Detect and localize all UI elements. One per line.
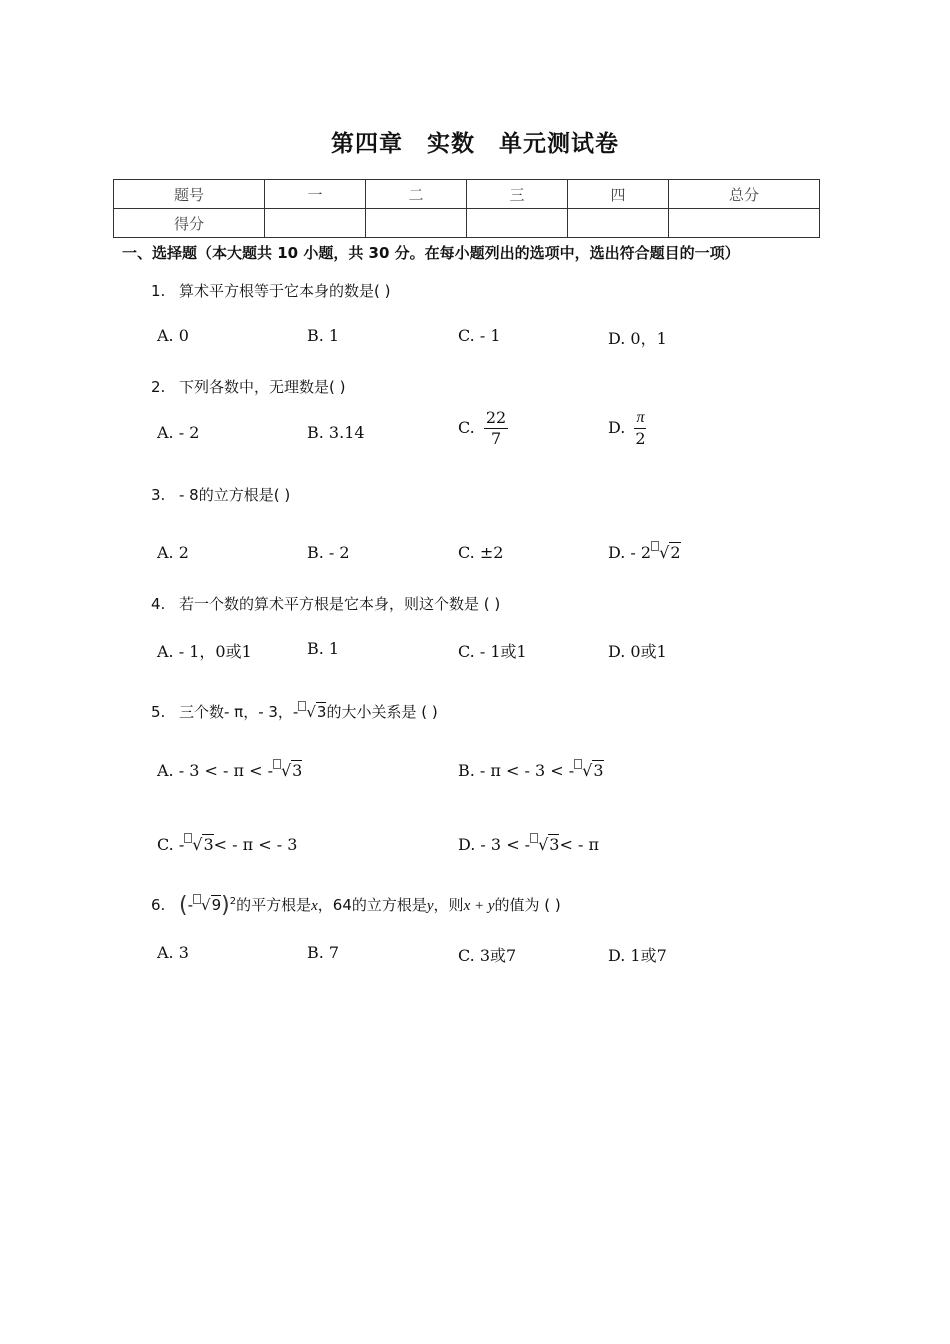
option-b: B. - 2 bbox=[307, 543, 350, 562]
option-c: C. - 1 bbox=[458, 326, 501, 345]
score-input-cell[interactable] bbox=[568, 209, 669, 238]
cube-root: √3 bbox=[530, 835, 559, 854]
option-d: D. $\frac{\pi}{2}$ bbox=[608, 409, 646, 448]
cube-root: √3 bbox=[184, 835, 213, 854]
cube-root: √3 bbox=[574, 761, 603, 780]
option-d: D. - 2 √2 bbox=[608, 543, 681, 562]
question-3: 3. - 8的立方根是( ) bbox=[151, 486, 291, 504]
question-2: 2. 下列各数中，无理数是( ) bbox=[151, 378, 346, 396]
option-d: D. 1或7 bbox=[608, 946, 667, 965]
fraction: $\frac{22}{7}$ bbox=[485, 408, 507, 448]
option-a: A. - 3 < - π < - √3 bbox=[157, 761, 303, 780]
option-b: B. - π < - 3 < - √3 bbox=[458, 761, 604, 780]
score-input-cell[interactable] bbox=[265, 209, 366, 238]
score-input-cell[interactable] bbox=[467, 209, 568, 238]
table-row bbox=[114, 180, 820, 209]
section-heading: 一、选择题（本大题共 10 小题，共 30 分。在每小题列出的选项中，选出符合题目的一项） bbox=[122, 244, 740, 262]
table-row bbox=[114, 209, 820, 238]
option-a: A. - 2 bbox=[157, 423, 200, 442]
table-cell: 二 bbox=[366, 180, 467, 209]
option-a: A. - 1，0或1 bbox=[157, 642, 252, 661]
option-a: A. 2 bbox=[157, 543, 189, 562]
table-cell: 得分 bbox=[114, 209, 265, 238]
option-b: B. 1 bbox=[307, 326, 340, 345]
question-4: 4. 若一个数的算术平方根是它本身，则这个数是 ( ) bbox=[151, 595, 501, 613]
option-c: C. ±2 bbox=[458, 543, 504, 562]
table-cell: 题号 bbox=[114, 180, 265, 209]
option-a: A. 3 bbox=[157, 943, 189, 962]
question-5: 5. 三个数- π，- 3，- √3的大小关系是 ( ) bbox=[151, 703, 438, 721]
page-title: 第四章 实数 单元测试卷 bbox=[331, 131, 619, 157]
option-d: D. 0，1 bbox=[608, 329, 667, 348]
table-cell: 三 bbox=[467, 180, 568, 209]
table-cell: 一 bbox=[265, 180, 366, 209]
score-table bbox=[113, 179, 820, 238]
cube-root: √2 bbox=[651, 543, 680, 562]
cube-root: √3 bbox=[298, 703, 326, 721]
option-b: B. 3.14 bbox=[307, 423, 365, 442]
option-c: C. $\frac{22}{7}$ bbox=[458, 408, 507, 448]
option-b: B. 1 bbox=[307, 639, 340, 658]
option-d: D. - 3 < - √3< - π bbox=[458, 835, 599, 854]
score-input-cell[interactable] bbox=[366, 209, 467, 238]
fraction: $\frac{\pi}{2}$ bbox=[635, 409, 646, 448]
option-b: B. 7 bbox=[307, 943, 340, 962]
question-1: 1. 算术平方根等于它本身的数是( ) bbox=[151, 282, 391, 300]
option-c: C. - √3< - π < - 3 bbox=[157, 835, 298, 854]
score-input-cell[interactable] bbox=[669, 209, 820, 238]
table-cell: 四 bbox=[568, 180, 669, 209]
option-c: C. - 1或1 bbox=[458, 642, 527, 661]
option-a: A. 0 bbox=[157, 326, 189, 345]
table-cell: 总分 bbox=[669, 180, 820, 209]
question-6: 6. (- √9)$^2$的平方根是x，64的立方根是y，则x + y的值为 ( ) bbox=[151, 893, 561, 918]
option-d: D. 0或1 bbox=[608, 642, 667, 661]
option-c: C. 3或7 bbox=[458, 946, 517, 965]
cube-root: √3 bbox=[273, 761, 302, 780]
cube-root: √9 bbox=[193, 896, 221, 914]
